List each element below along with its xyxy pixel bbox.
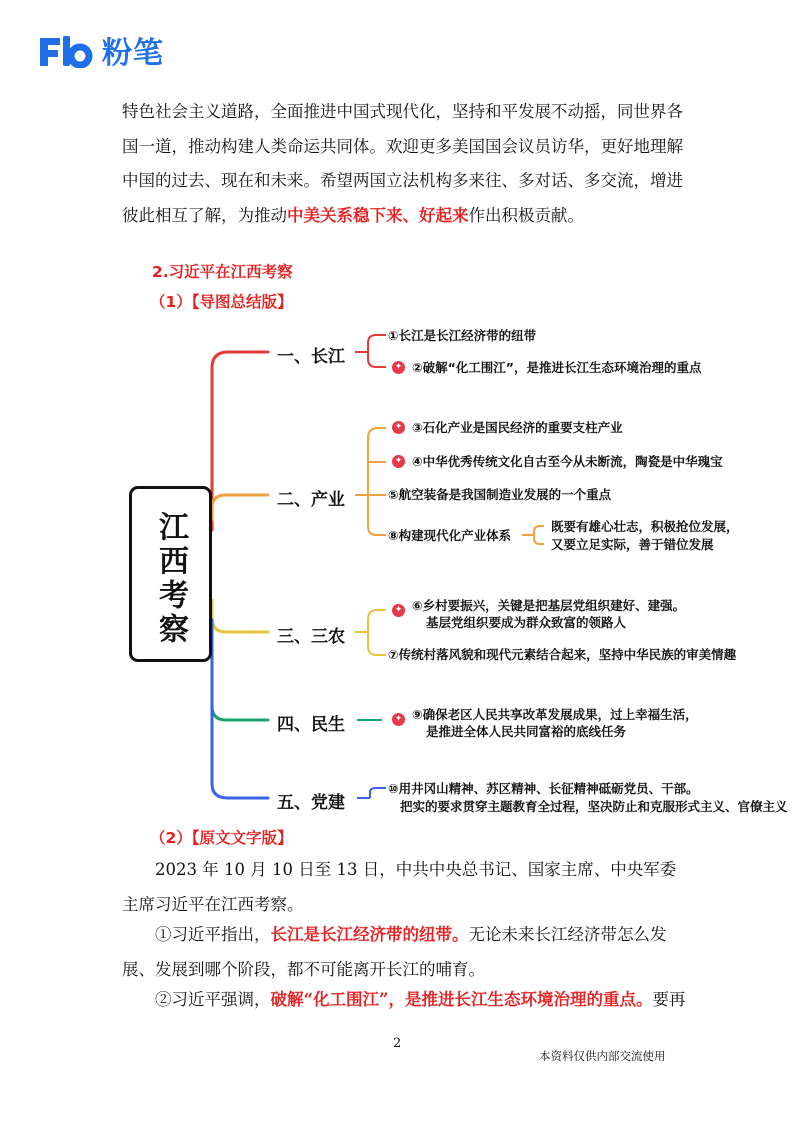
leaf-2-4-sub-2: 又要立足实际，善于错位发展 [551, 537, 714, 552]
original-paragraph-1 [122, 853, 692, 922]
leaf-5-1: ⑩用井冈山精神、苏区精神、长征精神砥砺党员、干部。 [388, 781, 699, 796]
section-title: 2.习近平在江西考察 [152, 263, 293, 281]
brand-name: 粉笔 [102, 36, 164, 71]
leaf-5-1-line2: 把实的要求贯穿主题教育全过程，坚决防止和克服形式主义、官僚主义 [400, 799, 788, 814]
mindmap-heading: （1）【导图总结版】 [150, 293, 293, 311]
leaf-3-1-line2: 基层党组织要成为群众致富的领路人 [426, 615, 627, 630]
original-paragraph-2 [122, 918, 692, 987]
leaf-1-2: ②破解“化工围江”，是推进长江生态环境治理的重点 [412, 360, 702, 375]
leaf-1-1: ①长江是长江经济带的纽带 [388, 328, 537, 343]
branch-line-5 [212, 620, 268, 798]
leaf-3-2: ⑦传统村落风貌和现代元素结合起来，坚持中华民族的审美情趣 [388, 647, 737, 662]
intro-highlight: 中美关系稳下来、好起来 [287, 205, 469, 225]
leaf-2-4-sub-1: 既要有雄心壮志，积极抢位发展， [551, 519, 739, 534]
leaf-2-2: ④中华优秀传统文化自古至今从未断流，陶瓷是中华瑰宝 [412, 454, 723, 469]
original-highlight-3: 破解“化工围江”，是推进长江生态环境治理的重点。 [270, 990, 653, 1009]
intro-text-end: 作出积极贡献。 [468, 205, 584, 225]
branch-line-3 [212, 600, 268, 632]
star-icon: ✦ [392, 713, 405, 726]
branch-line-4 [212, 620, 268, 720]
branch-line-1 [212, 352, 268, 530]
footer-note: 本资料仅供内部交流使用 [539, 1049, 666, 1063]
original-text-1: 2023 年 10 月 10 日至 13 日，中共中央总书记、国家主席、中央军委主席习近平在江西考察。 [122, 860, 677, 914]
branch-line-2 [212, 495, 268, 520]
leaf-2-3: ⑤航空装备是我国制造业发展的一个重点 [388, 487, 612, 502]
branch-label-5: 五、党建 [277, 793, 345, 813]
mindmap-root-label: 江西考察 [153, 511, 188, 647]
mindmap-root [129, 486, 212, 662]
leaf-4-1: ⑨确保老区人民共享改革发展成果，过上幸福生活， [412, 707, 698, 722]
star-icon: ✦ [392, 455, 405, 468]
branch-label-3: 三、三农 [277, 627, 345, 647]
leaf-2-4: ⑧构建现代化产业体系 [388, 528, 512, 543]
original-heading: （2）【原文文字版】 [150, 829, 293, 847]
original-text-2a: ①习近平指出， [155, 925, 271, 944]
star-icon: ✦ [392, 604, 405, 617]
original-text-3b: 要再 [652, 990, 686, 1009]
branch-label-4: 四、民生 [277, 715, 345, 735]
original-text-2b: 无论未来长江经济带怎么发展、发展到哪个阶段，都不可能离开长江的哺育。 [122, 925, 667, 979]
star-icon: ✦ [392, 361, 405, 374]
branch-label-1: 一、长江 [277, 347, 345, 367]
original-highlight-2: 长江是长江经济带的纽带。 [270, 925, 469, 944]
original-paragraph-3 [122, 983, 692, 1018]
original-text-3a: ②习近平强调， [155, 990, 271, 1009]
star-icon: ✦ [392, 421, 405, 434]
leaf-2-1: ③石化产业是国民经济的重要支柱产业 [412, 420, 623, 435]
leaf-3-1: ⑥乡村要振兴，关键是把基层党组织建好、建强。 [412, 598, 686, 613]
leaf-4-1-line2: 是推进全体人民共同富裕的底线任务 [426, 724, 627, 739]
page-number: 2 [393, 1036, 402, 1051]
intro-text: 特色社会主义道路，全面推进中国式现代化，坚持和平发展不动摇，同世界各国一道，推动构建人类命运共同体。欢迎更多美国国会议员访华，更好地理解中国的过去、现在和未来。希望两国立法机构多来往、多对话、多交流，增进彼此相互了解，为推动 [122, 102, 683, 225]
branch-label-2: 二、产业 [277, 490, 345, 510]
